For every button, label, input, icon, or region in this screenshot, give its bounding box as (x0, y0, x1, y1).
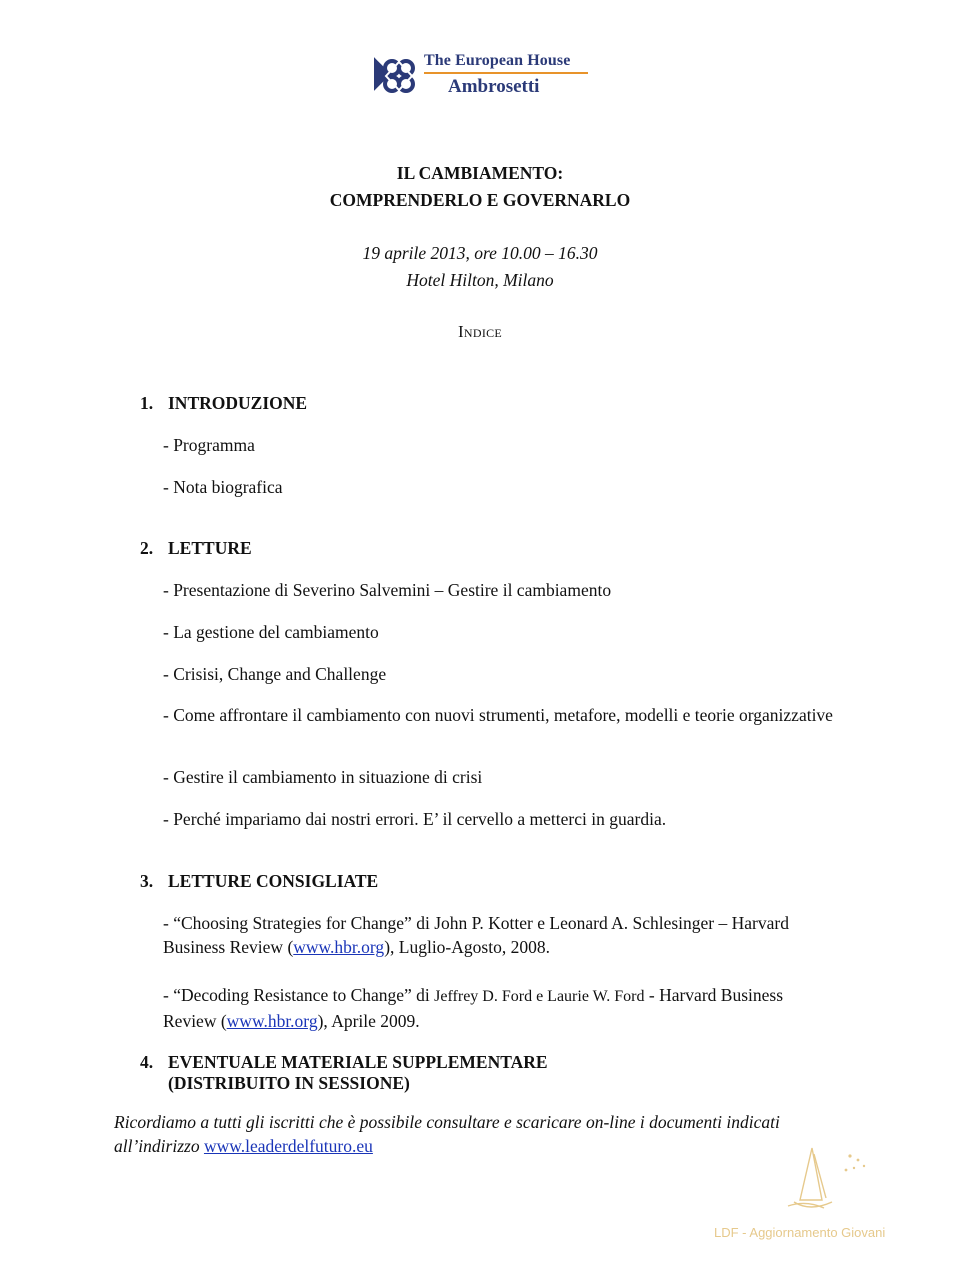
reading-reference-1: - “Choosing Strategies for Change” di John P. Kotter e Leonard A. Schlesinger – Harvard Business Review (www.hbr.org), Luglio-Agosto, 2008. (163, 913, 789, 957)
section-2-item: - La gestione del cambiamento (163, 622, 379, 642)
section-3-heading (140, 871, 378, 892)
section-2-item: - Crisisi, Change and Challenge (163, 664, 387, 684)
sailboat-watermark-icon (770, 1140, 870, 1220)
section-2-heading (140, 538, 252, 559)
section-4-title-line2: (DISTRIBUITO IN SESSIONE) (168, 1073, 410, 1093)
event-location: Hotel Hilton, Milano (406, 270, 554, 290)
section-3-number: 3. (140, 871, 154, 891)
section-2-item: - Presentazione di Severino Salvemini – Gestire il cambiamento (163, 580, 612, 600)
hbr-link[interactable]: www.hbr.org (293, 937, 385, 957)
section-1-item: - Programma (163, 435, 255, 455)
leaderdelfuturo-link[interactable]: www.leaderdelfuturo.eu (203, 1136, 373, 1156)
reading-reference-2: - “Decoding Resistance to Change” di Jeffrey D. Ford e Laurie W. Ford - Harvard Business Review (www.hbr.org), Aprile 2009. (163, 985, 784, 1031)
section-2-item: - Come affrontare il cambiamento con nuovi strumenti, metafore, modelli e teorie organizzative (163, 705, 833, 725)
section-2-number: 2. (140, 538, 154, 558)
logo-text-line2: Ambrosetti (448, 76, 540, 97)
section-4-heading (140, 1052, 548, 1094)
event-date-time: 19 aprile 2013, ore 10.00 – 16.30 (362, 243, 598, 263)
section-2-item: - Gestire il cambiamento in situazione di crisi (163, 767, 483, 787)
section-2-title: LETTURE (168, 538, 252, 558)
index-heading: Indice (457, 322, 503, 341)
section-3-title: LETTURE CONSIGLIATE (168, 871, 379, 891)
hbr-link[interactable]: www.hbr.org (226, 1011, 318, 1031)
document-title-line2: COMPRENDERLO E GOVERNARLO (329, 190, 631, 210)
section-1-title: INTRODUZIONE (168, 393, 308, 413)
section-1-heading (140, 393, 307, 414)
ambrosetti-logo-mark-icon (372, 56, 420, 96)
section-4-number: 4. (140, 1052, 154, 1072)
ldf-watermark-text: LDF - Aggiornamento Giovani (714, 1225, 886, 1240)
section-4-title-line1: EVENTUALE MATERIALE SUPPLEMENTARE (168, 1052, 548, 1072)
footer-note: Ricordiamo a tutti gli iscritti che è possibile consultare e scaricare on-line i documenti indicati all’indirizzo www.leaderdelfuturo.eu (114, 1112, 780, 1156)
logo-divider (424, 72, 588, 74)
ambrosetti-logo (372, 52, 602, 102)
logo-text-line1: The European House (424, 52, 571, 69)
section-2-item: - Perché impariamo dai nostri errori. E’ il cervello a metterci in guardia. (163, 809, 667, 829)
section-1-item: - Nota biografica (163, 477, 283, 497)
document-title-line1: IL CAMBIAMENTO: (396, 163, 564, 183)
section-1-number: 1. (140, 393, 154, 413)
